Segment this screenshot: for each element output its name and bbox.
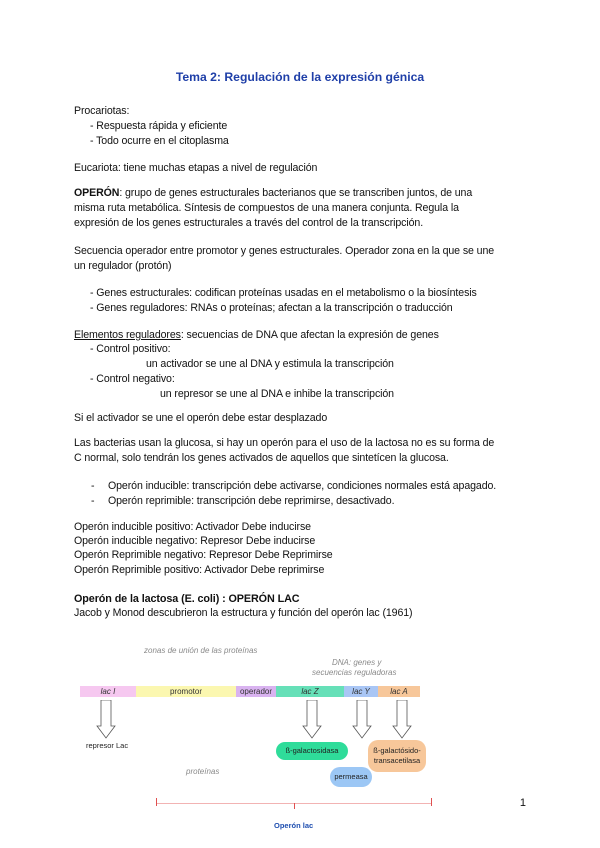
bacterias-line: Las bacterias usan la glucosa, si hay un operón para el uso de la lactosa no es su forma de — [74, 437, 495, 449]
bullet-dash: - — [91, 480, 95, 492]
caption-text: Operón lac — [274, 821, 314, 830]
zonas-label: zonas de unión de las proteínas — [144, 646, 258, 655]
bracket-tick — [156, 798, 157, 806]
control-positivo-text: un activador se une al DNA y estimula la transcripción — [146, 358, 394, 370]
operon-type-item: Operón inducible: transcripción debe activarse, condiciones normales está apagado. — [108, 480, 497, 492]
gene-lac-y: lac Y — [344, 686, 378, 697]
operon-def-line: expresión de los genes estructurales a través del control de la transcripción. — [74, 217, 424, 229]
lac-operon-diagram — [76, 640, 446, 840]
transacetilasa-line: transacetilasa — [373, 756, 421, 765]
genes-item: - Genes estructurales: codifican proteínas usadas en el metabolismo o la biosíntesis — [90, 287, 477, 299]
control-positivo-label: - Control positivo: — [90, 343, 171, 355]
bacterias-line: C normal, solo tendrán los genes activados de aquellos que sintetícen la glucosa. — [74, 452, 449, 464]
types-list-item: Operón inducible negativo: Represor Debe inducirse — [74, 535, 316, 547]
expression-arrow-icon — [352, 700, 372, 740]
operon-lac-caption — [274, 821, 313, 830]
procariotas-heading: Procariotas: — [74, 105, 130, 117]
elementos-line — [74, 328, 439, 342]
procariotas-item: - Todo ocurre en el citoplasma — [90, 135, 229, 147]
secuencia-line: un regulador (protón) — [74, 260, 172, 272]
gene-lac-z: lac Z — [276, 686, 344, 697]
proteinas-label: proteínas — [186, 767, 220, 776]
elementos-term: Elementos reguladores — [74, 329, 181, 341]
dna-label: secuencias reguladoras — [312, 668, 397, 677]
expression-arrow-icon — [392, 700, 412, 740]
lac-text: Jacob y Monod descubrieron la estructura y función del operón lac (1961) — [74, 607, 413, 619]
types-list-item: Operón Reprimible negativo: Represor Debe Reprimirse — [74, 549, 333, 561]
transacetilasa-protein — [368, 740, 426, 772]
secuencia-line: Secuencia operador entre promotor y genes estructurales. Operador zona en la que se une — [74, 245, 495, 257]
operon-type-item: Operón reprimible: transcripción debe reprimirse, desactivado. — [108, 495, 395, 507]
page-number: 1 — [519, 797, 526, 809]
operon-definition — [74, 186, 472, 200]
operon-term: OPERÓN — [74, 187, 120, 199]
galactosidasa-protein: ß-galactosidasa — [276, 742, 348, 760]
operon-def-text: : grupo de genes estructurales bacterianos que se transcriben juntos, de una — [119, 187, 473, 199]
transacetilasa-line: ß-galactósido- — [373, 746, 421, 755]
represor-label: represor Lac — [86, 741, 129, 750]
operon-def-line: misma ruta metabólica. Síntesis de compuestos de una manera conjunta. Regula la — [74, 202, 459, 214]
gene-lac-i: lac I — [80, 686, 136, 697]
genes-item: - Genes reguladores: RNAs o proteínas; afectan a la transcripción o traducción — [90, 302, 453, 314]
permeasa-protein: permeasa — [330, 767, 372, 787]
types-list-item: Operón Reprimible positivo: Activador Debe reprimirse — [74, 564, 325, 576]
expression-arrow-icon — [302, 700, 322, 740]
lac-heading: Operón de la lactosa (E. coli) : OPERÓN LAC — [74, 593, 300, 605]
dna-label: DNA: genes y — [332, 658, 382, 667]
gene-promotor: promotor — [136, 686, 236, 697]
gene-operador: operador — [236, 686, 276, 697]
activador-line: Si el activador se une el operón debe estar desplazado — [74, 412, 328, 424]
page-title: Tema 2: Regulación de la expresión génica — [175, 70, 425, 84]
gene-lac-a: lac A — [378, 686, 420, 697]
types-list-item: Operón inducible positivo: Activador Debe inducirse — [74, 521, 311, 533]
bullet-dash: - — [91, 495, 95, 507]
control-negativo-text: un represor se une al DNA e inhibe la transcripción — [160, 388, 394, 400]
eucariota-line: Eucariota: tiene muchas etapas a nivel de regulación — [74, 162, 318, 174]
control-negativo-label: - Control negativo: — [90, 373, 175, 385]
expression-arrow-icon — [96, 700, 116, 740]
bracket-tick — [294, 803, 295, 809]
elementos-rest: : secuencias de DNA que afectan la expresión de genes — [180, 329, 439, 341]
procariotas-item: - Respuesta rápida y eficiente — [90, 120, 228, 132]
bracket-tick — [431, 798, 432, 806]
